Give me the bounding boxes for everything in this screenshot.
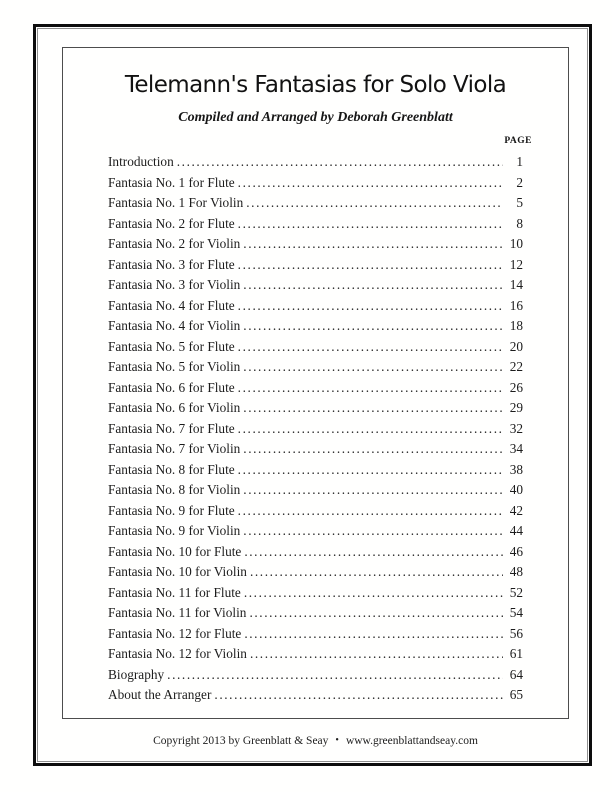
toc-entry-page: 18 — [509, 318, 523, 333]
toc-entry — [108, 357, 523, 378]
toc-entry-page: 32 — [509, 420, 523, 436]
toc-entry-title: Fantasia No. 10 for Flute — [108, 543, 242, 559]
toc-entry — [108, 521, 523, 542]
toc-entry — [108, 152, 523, 173]
toc-entry — [108, 234, 523, 255]
toc-entry-page: 54 — [509, 605, 523, 620]
toc-entry-title: Fantasia No. 12 for Violin — [108, 646, 247, 661]
toc-entry — [108, 316, 523, 337]
toc-dot-leader — [243, 316, 503, 337]
toc-dot-leader — [238, 255, 503, 276]
toc-entry-title: Fantasia No. 9 for Violin — [108, 523, 241, 538]
toc-entry-page: 1 — [516, 154, 523, 169]
toc-entry — [108, 193, 523, 214]
footer-bullet-separator: • — [335, 735, 339, 746]
toc-entry-title: Fantasia No. 8 for Flute — [108, 461, 235, 477]
toc-entry-page: 34 — [509, 441, 523, 456]
toc-entry-title: Fantasia No. 5 for Flute — [108, 338, 235, 354]
toc-entry-page: 12 — [509, 256, 523, 272]
toc-entry — [108, 460, 523, 481]
toc-entry-page: 46 — [509, 543, 523, 559]
toc-entry-page: 42 — [509, 502, 523, 518]
toc-entry-page: 22 — [509, 359, 523, 374]
toc-entry — [108, 296, 523, 317]
content-border-box — [62, 47, 569, 719]
page-column-header: PAGE — [504, 136, 532, 146]
toc-entry-page: 14 — [509, 277, 523, 292]
toc-entry-page: 26 — [509, 379, 523, 395]
toc-entry-page: 8 — [516, 215, 523, 231]
toc-dot-leader — [238, 501, 503, 522]
toc-entry-title: Fantasia No. 2 for Violin — [108, 236, 241, 251]
toc-entry-title: Fantasia No. 1 for Flute — [108, 174, 235, 190]
toc-entry-title: Fantasia No. 6 for Flute — [108, 379, 235, 395]
toc-dot-leader — [243, 357, 503, 378]
toc-entry-title: Fantasia No. 1 For Violin — [108, 195, 244, 210]
toc-entry — [108, 214, 523, 235]
toc-entry-page: 56 — [509, 625, 523, 641]
toc-entry-title: Fantasia No. 7 for Violin — [108, 441, 241, 456]
toc-dot-leader — [238, 296, 503, 317]
toc-entry-page: 40 — [509, 482, 523, 497]
toc-dot-leader — [243, 234, 503, 255]
toc-entry — [108, 419, 523, 440]
toc-entry-title: Biography — [108, 666, 165, 682]
toc-dot-leader — [177, 152, 503, 173]
toc-entry-page: 38 — [509, 461, 523, 477]
toc-dot-leader — [243, 439, 503, 460]
toc-dot-leader — [214, 685, 503, 706]
toc-entry — [108, 439, 523, 460]
toc-dot-leader — [238, 214, 503, 235]
toc-entry — [108, 542, 523, 563]
toc-entry-title: About the Arranger — [108, 687, 212, 702]
toc-dot-leader — [243, 275, 503, 296]
toc-entry-title: Fantasia No. 3 for Flute — [108, 256, 235, 272]
toc-dot-leader — [246, 193, 503, 214]
toc-entry-title: Fantasia No. 9 for Flute — [108, 502, 235, 518]
toc-dot-leader — [243, 480, 503, 501]
toc-dot-leader — [238, 419, 503, 440]
toc-entry-title: Fantasia No. 4 for Flute — [108, 297, 235, 313]
toc-dot-leader — [238, 173, 503, 194]
toc-entry-page: 20 — [509, 338, 523, 354]
toc-entry — [108, 378, 523, 399]
toc-dot-leader — [238, 337, 503, 358]
toc-dot-leader — [244, 542, 503, 563]
toc-entry — [108, 685, 523, 706]
toc-dot-leader — [249, 603, 503, 624]
toc-entry — [108, 501, 523, 522]
toc-entry-page: 64 — [509, 666, 523, 682]
toc-entry-title: Fantasia No. 2 for Flute — [108, 215, 235, 231]
toc-dot-leader — [250, 644, 503, 665]
toc-entry-page: 65 — [509, 687, 523, 702]
toc-entry — [108, 665, 523, 686]
toc-entry-title: Fantasia No. 12 for Flute — [108, 625, 242, 641]
toc-entry — [108, 173, 523, 194]
toc-dot-leader — [238, 378, 503, 399]
toc-entry-page: 61 — [509, 646, 523, 661]
toc-entry-title: Fantasia No. 10 for Violin — [108, 564, 247, 579]
toc-entry-title: Fantasia No. 11 for Violin — [108, 605, 247, 620]
toc-entry — [108, 480, 523, 501]
toc-dot-leader — [250, 562, 503, 583]
toc-entry-page: 5 — [516, 195, 523, 210]
toc-dot-leader — [244, 583, 503, 604]
toc-entry — [108, 624, 523, 645]
toc-entry-title: Fantasia No. 8 for Violin — [108, 482, 241, 497]
toc-entry — [108, 603, 523, 624]
toc-entry-title: Fantasia No. 11 for Flute — [108, 584, 241, 600]
toc-entry — [108, 562, 523, 583]
toc-entry-page: 48 — [509, 564, 523, 579]
footer-copyright: Copyright 2013 by Greenblatt & Seay — [153, 735, 329, 747]
toc-entry — [108, 398, 523, 419]
toc-dot-leader — [243, 398, 503, 419]
footer-website: www.greenblattandseay.com — [345, 735, 478, 747]
toc-entry-title: Introduction — [108, 154, 174, 169]
toc-entry-page: 16 — [509, 297, 523, 313]
toc-entry-page: 10 — [509, 236, 523, 251]
toc-entry — [108, 255, 523, 276]
toc-list — [108, 152, 523, 706]
toc-entry-title: Fantasia No. 5 for Violin — [108, 359, 241, 374]
toc-dot-leader — [167, 665, 503, 686]
toc-entry — [108, 275, 523, 296]
toc-entry-title: Fantasia No. 3 for Violin — [108, 277, 241, 292]
toc-entry-page: 2 — [516, 174, 523, 190]
toc-entry-title: Fantasia No. 7 for Flute — [108, 420, 235, 436]
toc-entry — [108, 644, 523, 665]
toc-dot-leader — [244, 624, 503, 645]
book-title: Telemann's Fantasias for Solo Viola — [124, 72, 507, 98]
footer — [62, 733, 569, 749]
toc-dot-leader — [243, 521, 503, 542]
toc-dot-leader — [238, 460, 503, 481]
toc-entry-page: 29 — [509, 400, 523, 415]
book-subtitle: Compiled and Arranged by Deborah Greenblatt — [178, 110, 453, 125]
toc-entry-page: 44 — [509, 523, 523, 538]
toc-entry-page: 52 — [509, 584, 523, 600]
toc-entry-title: Fantasia No. 6 for Violin — [108, 400, 241, 415]
toc-entry — [108, 337, 523, 358]
toc-entry — [108, 583, 523, 604]
toc-entry-title: Fantasia No. 4 for Violin — [108, 318, 241, 333]
